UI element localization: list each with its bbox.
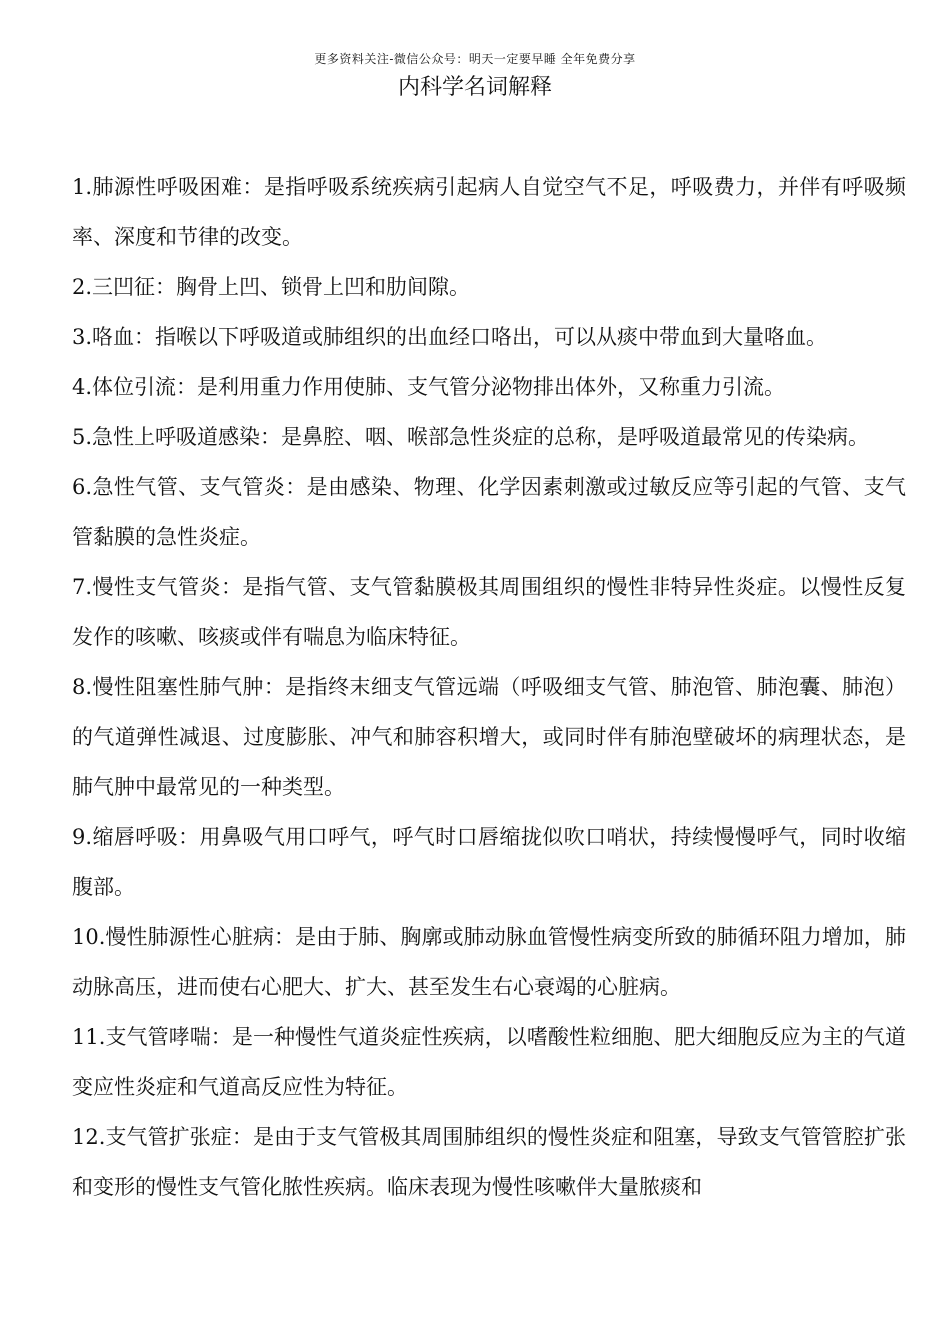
- term-entry-7: 7.慢性支气管炎：是指气管、支气管黏膜极其周围组织的慢性非特异性炎症。以慢性反复发作的咳嗽、咳痰或伴有喘息为临床特征。: [72, 575, 906, 649]
- term-entry-4: 4.体位引流：是利用重力作用使肺、支气管分泌物排出体外，又称重力引流。: [72, 375, 786, 399]
- term-list: [72, 162, 906, 1212]
- term-entry-12: 12.支气管扩张症：是由于支气管极其周围肺组织的慢性炎症和阻塞，导致支气管管腔扩张和变形的慢性支气管化脓性疾病。临床表现为慢性咳嗽伴大量脓痰和: [72, 1125, 906, 1199]
- term-entry-3: 3.咯血：指喉以下呼吸道或肺组织的出血经口咯出，可以从痰中带血到大量咯血。: [72, 325, 828, 349]
- term-entry-10: 10.慢性肺源性心脏病：是由于肺、胸廓或肺动脉血管慢性病变所致的肺循环阻力增加，肺动脉高压，进而使右心肥大、扩大、甚至发生右心衰竭的心脏病。: [72, 925, 906, 999]
- page-title: 内科学名词解释: [397, 75, 552, 100]
- term-entry-5: 5.急性上呼吸道感染：是鼻腔、咽、喉部急性炎症的总称，是呼吸道最常见的传染病。: [72, 425, 870, 449]
- term-entry-8: 8.慢性阻塞性肺气肿：是指终末细支气管远端（呼吸细支气管、肺泡管、肺泡囊、肺泡）的气道弹性减退、过度膨胀、冲气和肺容积增大，或同时伴有肺泡壁破坏的病理状态，是肺气肿中最常见的一种类型。: [72, 675, 906, 799]
- term-entry-9: 9.缩唇呼吸：用鼻吸气用口呼气，呼气时口唇缩拢似吹口哨状，持续慢慢呼气，同时收缩腹部。: [72, 825, 906, 899]
- term-entry-11: 11.支气管哮喘：是一种慢性气道炎症性疾病，以嗜酸性粒细胞、肥大细胞反应为主的气道变应性炎症和气道高反应性为特征。: [72, 1025, 906, 1099]
- term-entry-2: 2.三凹征：胸骨上凹、锁骨上凹和肋间隙。: [72, 275, 471, 299]
- term-entry-1: 1.肺源性呼吸困难：是指呼吸系统疾病引起病人自觉空气不足，呼吸费力，并伴有呼吸频率、深度和节律的改变。: [72, 175, 906, 249]
- header-note: 更多资料关注-微信公众号：明天一定要早睡 全年免费分享: [314, 52, 636, 66]
- term-entry-6: 6.急性气管、支气管炎：是由感染、物理、化学因素刺激或过敏反应等引起的气管、支气管黏膜的急性炎症。: [72, 475, 906, 549]
